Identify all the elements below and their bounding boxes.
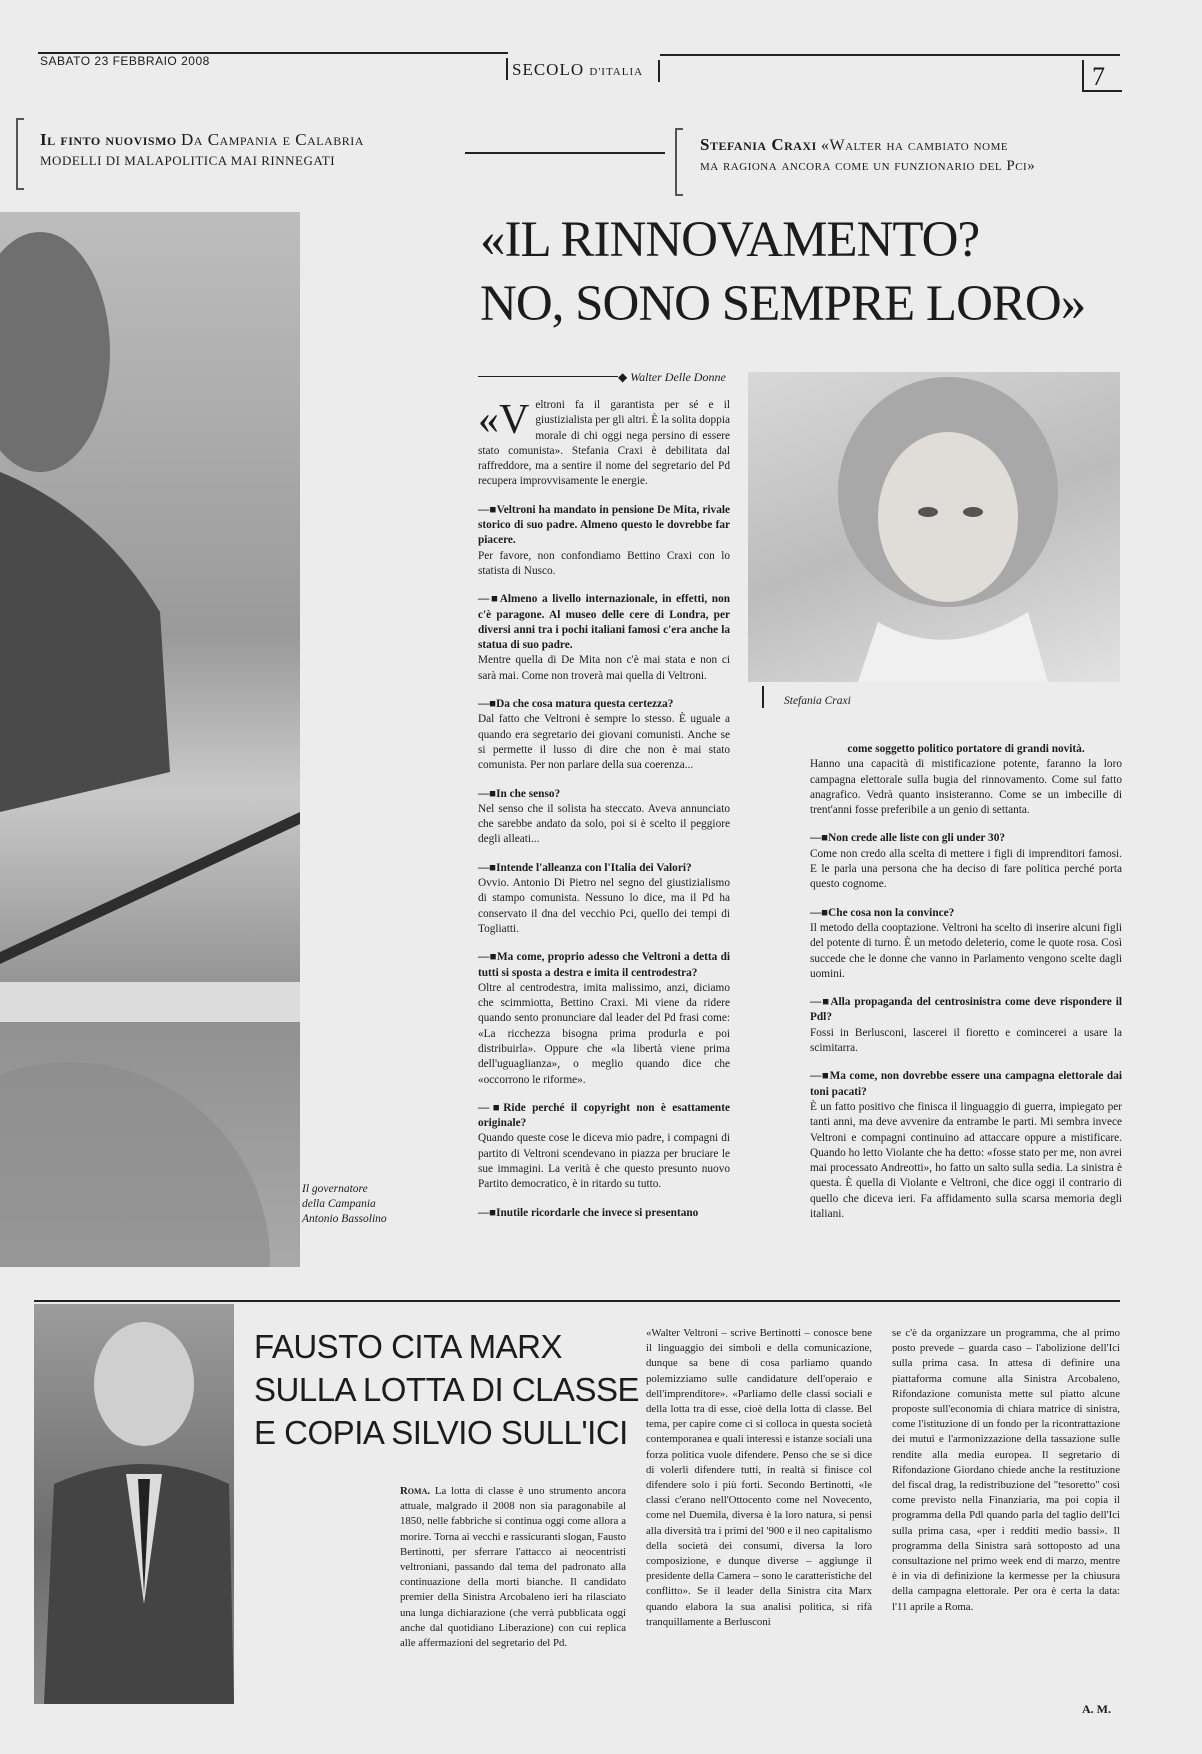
- byline-rule: [478, 376, 618, 377]
- byline: ◆ Walter Delle Donne: [618, 370, 726, 384]
- bassolino-photo: [0, 212, 300, 1267]
- qa-7: —■ Inutile ricordarle che invece si presentano: [478, 1206, 730, 1221]
- headline: «IL RINNOVAMENTO? NO, SONO SEMPRE LORO»: [480, 212, 1086, 332]
- qa-right-3: —■ Ma come, non dovrebbe essere una campagna elettorale dai toni pacati? È un fatto positivo che finisca il linguaggio di guerra, impiegato per tanti anni, ma deve avvenire da entrambe le parti. Mi sembra invece Veltroni e compagni continuino ad attaccare oppure a mistificare. Quando ho letto Violante che ha detto: «fosse stato per me, non avrei mai processato Andreotti», ho fatto un salto sulla sedia. La sinistra è questa. È quella di Violante e Veltroni, che dice oggi il contrario di quello che diceva ieri. Fa affidamento sulla scarsa memoria degli italiani.: [810, 1069, 1122, 1222]
- qa-3: —■ In che senso? Nel senso che il solista ha steccato. Aveva annunciato che sarebbe andato da solo, poi si è scelto il peggiore degli alleati...: [478, 787, 730, 848]
- interview-left-column: [478, 398, 730, 1221]
- bassolino-caption: Il governatore della Campania Antonio Bassolino: [302, 1183, 387, 1225]
- left-bracket: [16, 118, 24, 190]
- qa-0: —■ Veltroni ha mandato in pensione De Mita, rivale storico di suo padre. Almeno questo le dovrebbe far piacere. Per favore, non confondiamo Bettino Craxi con lo statista di Nusco.: [478, 503, 730, 579]
- interview-right-column: [810, 742, 1122, 1235]
- left-kicker: Il finto nuovismo Da Campania e Calabria MODELLI DI MALAPOLITICA MAI RINNEGATI: [40, 130, 364, 168]
- page-number: 7: [1092, 62, 1105, 91]
- qa-2: —■ Da che cosa matura questa certezza? Dal fatto che Veltroni è sempre lo stesso. È uguale a quando era segretario dei giovani comunisti. Anche se si permette il lusso di dire che non è mai stato comunista. Per non parlare della sua coerenza...: [478, 697, 730, 773]
- qa-6: —■ Ride perché il copyright non è esattamente originale? Quando queste cose le diceva mio padre, i compagni di partito di Veltroni scendevano in piazza per bruciare le sue immagini. La verità è che questo presunto nuovo Partito democratico, è in ritardo su tutto.: [478, 1101, 730, 1193]
- masthead-divider-2: [658, 60, 660, 82]
- qa-right-0: —■ Non crede alle liste con gli under 30? Come non credo alla scelta di mettere i figli di imprenditori famosi. E le parla una persona che ha deciso di fare politica perché porta questo cognome.: [810, 831, 1122, 892]
- second-article-col1: Roma. La lotta di classe è uno strumento ancora attuale, malgrado il 2008 non sia paragonabile al 1850, nelle fabbriche si continua oggi come allora a morire. Torna ai vecchi e rassicuranti slogan, Fausto Bertinotti, per sferrare l'attacco ai neocentristi veltroniani, passando dal tema del padronato alla continuazione della morti bianche. Il candidato premier della Sinistra Arcobaleno ieri ha rilasciato una lunga dichiarazione (che verrà pubblicata oggi anche dal quotidiano Liberazione) con cui replica alle affermazioni del segretario del Pd.: [400, 1485, 626, 1650]
- kicker-rule: [465, 152, 665, 154]
- right-kicker: Stefania Craxi «Walter ha cambiato nome ma ragiona ancora come un funzionario del Pci»: [700, 135, 1036, 174]
- second-article-title: FAUSTO CITA MARX SULLA LOTTA DI CLASSE E COPIA SILVIO SULL'ICI: [254, 1328, 640, 1451]
- issue-date: SABATO 23 FEBBRAIO 2008: [40, 54, 210, 68]
- masthead-divider-1: [506, 58, 508, 80]
- masthead-rule-right: [660, 54, 1120, 56]
- bertinotti-photo: [34, 1304, 234, 1704]
- portrait-caption: Stefania Craxi: [784, 695, 851, 707]
- qa-5: —■ Ma come, proprio adesso che Veltroni a detta di tutti si sposta a destra e imita il centrodestra? Oltre al centrodestra, imita malissimo, anzi, diciamo che scimmiotta, Bettino Craxi. Mi viene da ridere quando sento pronunciare dal leader del Pd frasi come: «La ricchezza bisogna prima produrla e poi distribuirla». Oppure che «la libertà viene prima dell'uguaglianza», o meglio quando dice che «occorrono le riforme».: [478, 950, 730, 1088]
- pageno-divider: [1082, 60, 1084, 90]
- right-intro: Hanno una capacità di mistificazione potente, faranno la loro campagna elettorale sulla bugia del rinnovamento. Come sul fatto anagrafico. Vedrà quanto insisteranno. Come se un imbecille di trent'anni fosse preferibile a un genio di settanta.: [810, 758, 1122, 817]
- section-rule: [34, 1300, 1120, 1302]
- craxi-portrait: [748, 372, 1120, 682]
- portrait-caption-bar: [762, 686, 764, 708]
- right-lead: come soggetto politico portatore di grandi novità.: [847, 743, 1085, 755]
- interview-intro: «Veltroni fa il garantista per sé e il giustizialista per gli altri. È la solita doppia morale di chi oggi nega persino di essere stato comunista». Stefania Craxi è debilitata dal raffreddore, ma a sentire il nome del segretario del Pd recupera improvvisamente le energie.: [478, 397, 730, 488]
- qa-4: —■ Intende l'alleanza con l'Italia dei Valori? Ovvio. Antonio Di Pietro nel segno del giustizialismo di stampo comunista. Nessuno lo dice, ma il Pd ha conservato il dna del vecchio Pci, quello dei tempi di Togliatti.: [478, 861, 730, 937]
- qa-right-2: —■ Alla propaganda del centrosinistra come deve rispondere il Pdl? Fossi in Berlusconi, lascerei il fioretto e comincerei a usare la scimitarra.: [810, 995, 1122, 1056]
- second-article-col2: «Walter Veltroni – scrive Bertinotti – conosce bene il linguaggio dei simboli e della comunicazione, dunque sa bene di cosa parliamo quando polemizziamo sulle candidature dell'operaio e dell'imprenditore». «Parliamo delle classi sociali e della lotta tra di esse, cioè della lotta di classe. Bel tema, per capire come ci si colloca in questa società contemporanea e quali interessi e istanze sociali una forza politica vuole difendere. Penso che se si dice di volerli difendere tutti, in realtà si finisce col difendere solo i più forti. Secondo Bertinotti, «le classi c'erano nell'Ottocento come nel Novecento, come nel Duemila, diversa è la loro natura, si pensi alla diversità tra i primi del '900 e il neo capitalismo della società dei consumi, diversa la loro composizione, e dunque diverse – aggiunge il presidente della Camera – sono le caratteristiche del conflitto». Se il leader della Sinistra cita Marx quando elabora la sua analisi politica, si rifà tranquillamente a Berlusconi: [646, 1327, 872, 1628]
- second-article-col3: se c'è da organizzare un programma, che al primo posto prevede – guarda caso – l'abolizione dell'Ici sulla prima casa. In attesa di definire una piattaforma comune alla Sinistra Arcobaleno, Rifondazione comunista mette sul piatto alcune proposte sull'economia di chiara matrice di sinistra, come l'istituzione di un fondo per la ricontrattazione dei mutui e l'armonizzazione della tassazione sulle rendite alla media europea. Il segretario di Rifondazione Giordano chiede anche la restituzione del fiscal drag, la redistribuzione del "tesoretto" così come previsto nella Finanziaria, ma poi copia il programma della Pdl quando parla del taglio dell'Ici sulla prima casa, «per i redditi medio bassi». Il programma della Sinistra sarà sottoposto ad una consultazione nel primo week end di marzo, mentre è in via di definizione la kermesse per la chiusura della campagna elettorale. Per ora è certa la data: l'11 aprile a Roma.: [892, 1327, 1120, 1613]
- qa-1: —■ Almeno a livello internazionale, in effetti, non c'è paragone. Al museo delle cere di Londra, per diversi anni tra i pochi italiani famosi c'era anche la statua di suo padre. Mentre quella di De Mita non c'è mai stata e non ci sarà mai. Come non troverà mai quella di Veltroni.: [478, 592, 730, 684]
- signature: A. M.: [1082, 1702, 1111, 1716]
- newspaper-name: SECOLO D'ITALIA: [512, 60, 644, 79]
- qa-right-1: —■ Che cosa non la convince? Il metodo della cooptazione. Veltroni ha scelto di inserire alcuni figli del potente di turno. È un metodo deleterio, come le quote rosa. Così succede che le donne che vanno in Parlamento vengono scelte dagli uomini.: [810, 906, 1122, 982]
- right-bracket: [675, 128, 683, 196]
